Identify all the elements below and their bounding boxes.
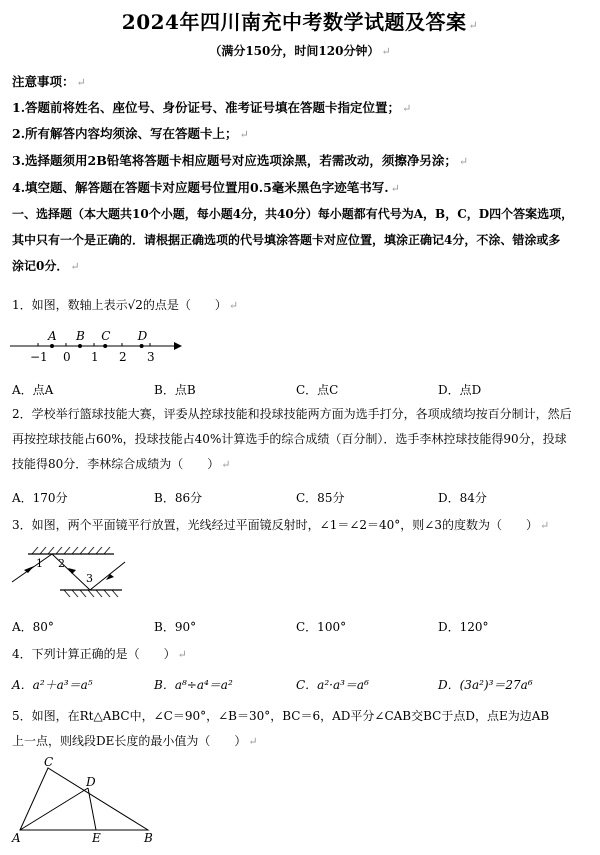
notice-item-3: 3.选择题须用2B铅笔将答题卡相应题号对应选项涂黑，若需改动，须擦净另涂； ↵	[12, 153, 469, 168]
point-d-label: D	[137, 329, 148, 343]
q4-option-b[interactable]: B．a⁸÷a⁴＝a²	[154, 678, 233, 692]
section-1-intro: 一、选择题（本大题共10个小题，每小题4分，共40分）每小题都有代号为A，B，C，D四个答案选项， 其中只有一个是正确的．请根据正确选项的代号填涂答题卡对应位置，填涂正确记4分，不涂、错涂或多 涂记0分． ↵	[12, 207, 574, 273]
page-subtitle: （满分150分，时间120分钟） ↵	[209, 44, 391, 58]
point-e-label: E	[92, 831, 101, 845]
tick-label: 1	[91, 350, 99, 364]
question-3-stem: 3．如图，两个平面镜平行放置，光线经过平面镜反射时，∠1＝∠2＝40°，则∠3的度数为（ ） ↵	[12, 518, 550, 532]
q1-option-d[interactable]: D．点D	[438, 383, 482, 397]
page-title: 2024年四川南充中考数学试题及答案 ↵	[121, 10, 479, 34]
q3-option-b[interactable]: B．90°	[154, 620, 197, 634]
q1-option-b[interactable]: B．点B	[154, 383, 196, 397]
point-b-label: B	[76, 329, 85, 343]
question-4-options	[12, 676, 588, 696]
question-2-options	[12, 489, 588, 509]
point-c-dot	[103, 344, 107, 348]
question-2-stem: 2．学校举行篮球技能大赛，评委从控球技能和投球技能两方面为选手打分，各项成绩均按百分制计，然后 再按控球技能占60%，投球技能占40%计算选手的综合成绩（百分制）．选手李林控球技能得90分，投球 技能得80分．李林综合成绩为（ ） ↵	[12, 407, 572, 471]
q2-option-c[interactable]: C．85分	[296, 491, 345, 505]
q1-option-c[interactable]: C．点C	[296, 383, 339, 397]
q4-option-a[interactable]: A．a²＋a³＝a⁵	[12, 678, 93, 692]
triangle-figure	[12, 755, 162, 848]
tick-label: 3	[147, 350, 155, 364]
q2-option-b[interactable]: B．86分	[154, 491, 203, 505]
point-a-label: A	[48, 329, 57, 343]
angle-2-label: 2	[58, 557, 65, 570]
point-d-label: D	[86, 775, 96, 789]
notice-item-4: 4.填空题、解答题在答题卡对应题号位置用0.5毫米黑色字迹笔书写. ↵	[12, 180, 400, 195]
notice-heading: 注意事项： ↵	[12, 74, 86, 89]
point-a-dot	[50, 344, 54, 348]
point-d-dot	[140, 344, 144, 348]
question-4-stem: 4．下列计算正确的是（ ） ↵	[12, 647, 187, 661]
notice-item-2: 2.所有解答内容均须涂、写在答题卡上； ↵	[12, 126, 249, 141]
vertex-b-label: B	[144, 831, 153, 845]
q4-option-d[interactable]: D．(3a²)³＝27a⁶	[438, 678, 533, 692]
tick-label: −1	[30, 350, 48, 364]
angle-3-label: 3	[86, 572, 93, 585]
q2-option-d[interactable]: D．84分	[438, 491, 487, 505]
number-line-figure	[10, 328, 180, 366]
q1-option-a[interactable]: A．点A	[12, 383, 54, 397]
mirror-figure	[10, 546, 130, 608]
angle-1-label: 1	[36, 557, 43, 570]
question-3-options	[12, 618, 588, 638]
q2-option-a[interactable]: A．170分	[12, 491, 68, 505]
q4-option-c[interactable]: C．a²·a³＝a⁶	[296, 678, 369, 692]
point-b-dot	[78, 344, 82, 348]
tick-label: 0	[63, 350, 71, 364]
question-1-stem: 1．如图，数轴上表示√2的点是（ ） ↵	[12, 298, 239, 312]
question-5-stem: 5．如图，在Rt△ABC中，∠C＝90°，∠B＝30°，BC＝6，AD平分∠CAB交BC于点D，点E为边AB 上一点，则线段DE长度的最小值为（ ） ↵	[12, 709, 550, 748]
vertex-a-label: A	[12, 831, 21, 845]
notice-item-1: 1.答题前将姓名、座位号、身份证号、准考证号填在答题卡指定位置； ↵	[12, 100, 412, 115]
q3-option-d[interactable]: D．120°	[438, 620, 489, 634]
vertex-c-label: C	[44, 755, 54, 769]
q3-option-c[interactable]: C．100°	[296, 620, 347, 634]
q3-option-a[interactable]: A．80°	[12, 620, 54, 634]
tick-label: 2	[119, 350, 127, 364]
point-c-label: C	[101, 329, 111, 343]
question-1-options	[12, 381, 588, 401]
